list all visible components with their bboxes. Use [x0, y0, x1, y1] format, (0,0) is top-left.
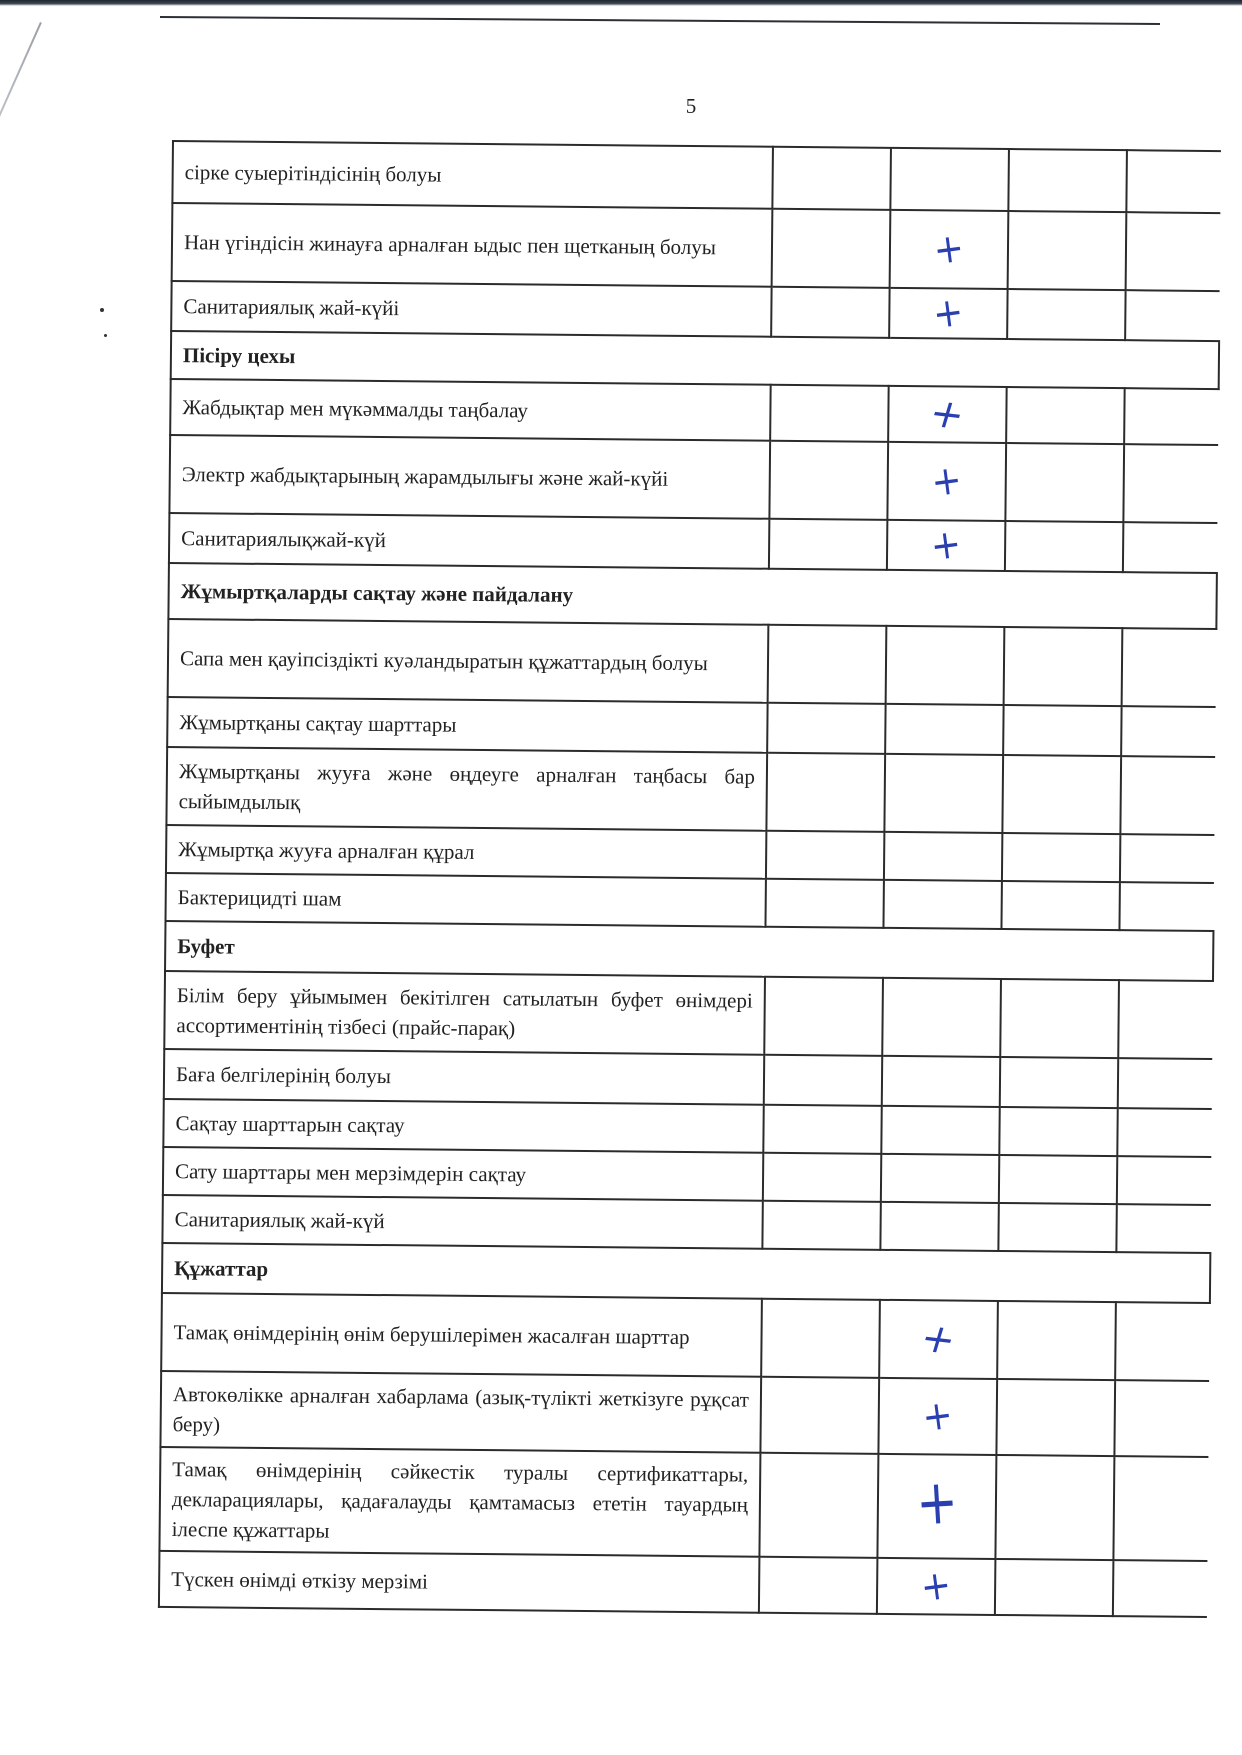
handwritten-plus-mark: + [931, 224, 967, 274]
mark-cell-1 [772, 209, 891, 288]
mark-cell-3 [1005, 443, 1124, 522]
mark-cell-3 [1000, 979, 1119, 1058]
handwritten-plus-mark: + [913, 1463, 960, 1540]
mark-cell-2 [890, 210, 1009, 289]
scan-speck [100, 308, 104, 312]
mark-cell-4 [1118, 1058, 1212, 1109]
mark-cell-1 [772, 147, 891, 210]
mark-cell-3 [998, 1203, 1116, 1252]
checklist-row [159, 1447, 1208, 1561]
checklist-item-label: Нан үгіндісін жинауға арналған ыдыс пен щетканың болуы [172, 203, 773, 287]
scan-fold-line [160, 16, 1160, 25]
mark-cell-2 [888, 386, 1007, 443]
mark-cell-1 [766, 831, 884, 880]
checklist-row [160, 1371, 1209, 1457]
mark-cell-2 [879, 1300, 998, 1379]
checklist-item-label: Жұмыртқа жууға арналған құрал [166, 825, 766, 879]
checklist-body [159, 141, 1221, 1617]
checklist-row [168, 619, 1217, 707]
handwritten-plus-mark: + [928, 456, 965, 506]
mark-cell-3 [1006, 387, 1125, 444]
mark-cell-2 [880, 1202, 998, 1251]
mark-cell-4 [1113, 1560, 1208, 1617]
mark-cell-2 [877, 1558, 996, 1615]
mark-cell-3 [996, 1379, 1115, 1456]
scan-fold-shadow [0, 22, 42, 297]
mark-cell-3 [1001, 881, 1119, 930]
checklist-item-label: Жұмыртқаны сақтау шарттары [167, 697, 767, 753]
scan-top-edge [0, 0, 1242, 6]
mark-cell-1 [760, 1377, 879, 1454]
mark-cell-2 [887, 520, 1005, 571]
handwritten-plus-mark: + [919, 1391, 956, 1441]
section-title: Пісіру цехы [171, 331, 1219, 389]
mark-cell-1 [764, 1055, 882, 1106]
mark-cell-4 [1115, 1302, 1210, 1381]
checklist-item-label: Баға белгілерінің болуы [164, 1049, 764, 1105]
mark-cell-3 [999, 1107, 1117, 1156]
mark-cell-1 [770, 385, 889, 442]
checklist-item-label: Тамақ өнімдерінің сәйкестік туралы сертификаттары, декларациялары, қадағалауды қамтамасыз ететін тауардың ілеспе құжаттары [159, 1447, 760, 1557]
mark-cell-4 [1126, 212, 1221, 291]
mark-cell-4 [1120, 834, 1214, 883]
mark-cell-1 [763, 1105, 881, 1154]
mark-cell-4 [1117, 1108, 1211, 1157]
mark-cell-2 [885, 704, 1003, 755]
checklist-item-label: Сату шарттары мен мерзімдерін сақтау [163, 1147, 763, 1201]
mark-cell-3 [1007, 289, 1125, 340]
mark-cell-4 [1118, 980, 1213, 1059]
mark-cell-4 [1125, 290, 1219, 341]
mark-cell-4 [1122, 628, 1217, 707]
section-title: Құжаттар [162, 1243, 1210, 1303]
mark-cell-4 [1123, 444, 1218, 523]
mark-cell-4 [1116, 1204, 1210, 1253]
mark-cell-3 [995, 1455, 1114, 1560]
checklist-row [166, 747, 1215, 835]
checklist-row [170, 379, 1218, 445]
mark-cell-3 [1008, 211, 1127, 290]
checklist-item-label: Сапа мен қауіпсіздікті куәландыратын құжаттардың болуы [168, 619, 769, 703]
checklist-item-label: Санитариялықжай-күй [169, 513, 769, 569]
mark-cell-2 [881, 1154, 999, 1203]
mark-cell-1 [761, 1299, 880, 1378]
mark-cell-4 [1120, 756, 1215, 835]
checklist-row [172, 203, 1221, 291]
checklist-row [161, 1293, 1210, 1381]
mark-cell-2 [883, 880, 1001, 929]
mark-cell-4 [1124, 388, 1219, 445]
mark-cell-4 [1117, 1156, 1211, 1205]
mark-cell-2 [877, 1454, 996, 1559]
handwritten-plus-mark: + [924, 389, 971, 439]
checklist-item-label: сірке суыерітіндісінің болуы [172, 141, 773, 209]
mark-cell-3 [1003, 705, 1121, 756]
mark-cell-2 [882, 978, 1001, 1057]
mark-cell-3 [1008, 149, 1127, 212]
mark-cell-2 [878, 1378, 997, 1455]
checklist-row [169, 435, 1218, 523]
checklist-row [159, 1551, 1207, 1617]
handwritten-plus-mark: + [930, 288, 967, 338]
checklist-table [158, 140, 1222, 1618]
checklist-item-label: Санитариялық жай-күйі [171, 281, 771, 337]
mark-cell-1 [765, 879, 883, 928]
checklist-item-label: Санитариялық жай-күй [162, 1195, 762, 1249]
checklist-item-label: Түскен өнімді өткізу мерзімі [159, 1551, 760, 1613]
mark-cell-1 [759, 1453, 878, 1558]
scan-speck [104, 334, 107, 337]
mark-cell-1 [769, 519, 887, 570]
checklist-item-label: Сақтау шарттарын сақтау [163, 1099, 763, 1153]
mark-cell-1 [762, 1201, 880, 1250]
mark-cell-3 [1000, 1057, 1118, 1108]
handwritten-plus-mark: + [928, 520, 965, 570]
checklist-sheet [158, 140, 1220, 1618]
checklist-item-label: Жабдықтар мен мүкәммалды таңбалау [170, 379, 771, 441]
mark-cell-1 [767, 703, 885, 754]
mark-cell-4 [1123, 522, 1217, 573]
mark-cell-3 [999, 1155, 1117, 1204]
mark-cell-2 [884, 754, 1003, 833]
handwritten-plus-mark: + [915, 1314, 962, 1364]
checklist-item-label: Тамақ өнімдерінің өнім берушілерімен жасалған шарттар [161, 1293, 762, 1377]
section-title: Буфет [165, 921, 1213, 981]
checklist-row [164, 971, 1213, 1059]
mark-cell-4 [1126, 150, 1221, 213]
mark-cell-2 [882, 1056, 1000, 1107]
mark-cell-3 [1002, 755, 1121, 834]
mark-cell-1 [763, 1153, 881, 1202]
section-header-row [168, 563, 1216, 629]
mark-cell-4 [1119, 882, 1213, 931]
mark-cell-4 [1121, 706, 1215, 757]
checklist-item-label: Автокөлікке арналған хабарлама (азық-түлікті жеткізуге рұқсат беру) [160, 1371, 761, 1453]
page-number: 5 [685, 94, 697, 118]
mark-cell-1 [766, 753, 885, 832]
checklist-row [172, 141, 1221, 213]
mark-cell-3 [997, 1301, 1116, 1380]
mark-cell-3 [1002, 833, 1120, 882]
mark-cell-3 [995, 1559, 1114, 1616]
mark-cell-4 [1114, 1380, 1209, 1457]
mark-cell-3 [1005, 521, 1123, 572]
mark-cell-1 [771, 287, 889, 338]
mark-cell-2 [889, 288, 1007, 339]
mark-cell-4 [1113, 1456, 1208, 1561]
checklist-item-label: Электр жабдықтарының жарамдылығы және жай-күйі [169, 435, 770, 519]
checklist-item-label: Жұмыртқаны жууға және өңдеуге арналған таңбасы бар сыйымдылық [166, 747, 767, 831]
checklist-item-label: Білім беру ұйымымен бекітілген сатылатын буфет өнімдері ассортиментінің тізбесі (прайс-парақ) [164, 971, 765, 1055]
mark-cell-1 [759, 1557, 878, 1614]
mark-cell-2 [886, 626, 1005, 705]
mark-cell-2 [890, 148, 1009, 211]
mark-cell-2 [881, 1106, 999, 1155]
handwritten-plus-mark: + [918, 1561, 955, 1611]
mark-cell-2 [887, 442, 1006, 521]
checklist-item-label: Бактерицидті шам [166, 873, 766, 927]
mark-cell-2 [884, 832, 1002, 881]
section-title: Жұмыртқаларды сақтау және пайдалану [168, 563, 1216, 629]
mark-cell-1 [764, 977, 883, 1056]
mark-cell-1 [768, 625, 887, 704]
mark-cell-3 [1004, 627, 1123, 706]
mark-cell-1 [769, 441, 888, 520]
